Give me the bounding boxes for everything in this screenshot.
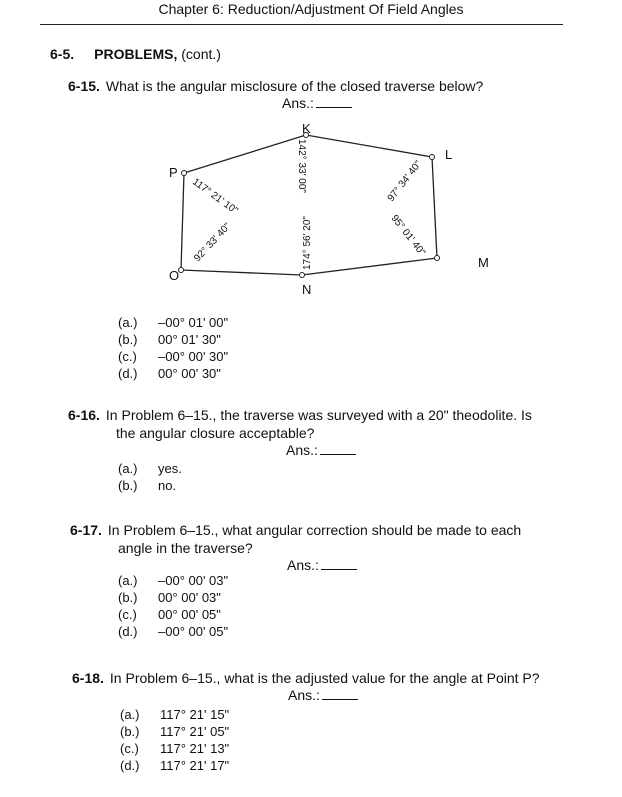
choice-value: –00° 01' 00" [158, 315, 229, 330]
choice-value: 117° 21' 17" [160, 758, 230, 773]
choice-value: 00° 00' 03" [158, 590, 221, 605]
label-L: L [445, 147, 453, 162]
problem-6-15-choices [118, 314, 228, 382]
angle-label-K: 142° 33' 00" [296, 139, 307, 193]
choice-value: 00° 00' 30" [158, 366, 221, 381]
answer-blank [320, 442, 356, 455]
choice-value: –00° 00' 05" [158, 624, 229, 639]
choice-b [118, 331, 228, 348]
choice-c [120, 740, 229, 757]
choice-label: (b.) [118, 332, 138, 347]
problem-6-17-question [70, 522, 521, 556]
choice-label: (b.) [118, 478, 138, 493]
question-text-line2: the angular closure acceptable? [116, 425, 315, 441]
question-text-line2: angle in the traverse? [118, 540, 253, 556]
choice-value: –00° 00' 30" [158, 349, 229, 364]
label-K: K [302, 121, 311, 136]
choice-label: (a.) [118, 315, 138, 330]
answer-label: Ans.: [288, 687, 320, 703]
question-text: In Problem 6–15., what is the adjusted value for the angle at Point P? [109, 670, 540, 686]
choice-value: 117° 21' 05" [160, 724, 230, 739]
label-N: N [302, 282, 312, 297]
choice-a [118, 572, 228, 589]
choice-a [118, 314, 228, 331]
problem-6-16-choices [118, 460, 182, 494]
choice-a [120, 706, 229, 723]
question-text-line1: In Problem 6–15., the traverse was surveyed with a 20" theodolite. Is [105, 407, 532, 423]
choice-label: (a.) [120, 707, 140, 722]
problem-6-16-question [68, 407, 532, 441]
angle-label-P: 117° 21' 10" [190, 176, 240, 217]
problem-number: 6-15. [68, 78, 100, 94]
angle-label-L: 97° 34' 40" [385, 158, 425, 204]
line-M-N [302, 258, 437, 275]
problem-number: 6-17. [70, 522, 102, 538]
choice-d [120, 757, 229, 774]
choice-value: –00° 00' 03" [158, 573, 229, 588]
line-L-M [432, 157, 437, 258]
choice-d [118, 365, 228, 382]
choice-label: (d.) [118, 624, 138, 639]
choice-label: (b.) [118, 590, 138, 605]
choice-label: (a.) [118, 573, 138, 588]
line-P-K [184, 135, 306, 173]
question-text: What is the angular misclosure of the closed traverse below? [105, 78, 484, 94]
station-N [300, 273, 305, 278]
chapter-header: Chapter 6: Reduction/Adjustment Of Field Angles [158, 1, 464, 17]
line-K-L [306, 135, 432, 157]
choice-label: (d.) [120, 758, 140, 773]
choice-label: (c.) [118, 607, 137, 622]
choice-label: (b.) [120, 724, 140, 739]
section-number: 6-5. [50, 46, 75, 62]
answer-label: Ans.: [282, 95, 314, 111]
choice-label: (d.) [118, 366, 138, 381]
line-O-P [181, 173, 184, 270]
choice-value: yes. [158, 461, 182, 476]
station-L [430, 155, 435, 160]
answer-label: Ans.: [286, 442, 318, 458]
choice-value: 00° 00' 05" [158, 607, 221, 622]
choice-c [118, 606, 228, 623]
label-O: O [169, 268, 180, 283]
answer-line [287, 557, 357, 573]
answer-line [286, 442, 356, 458]
choice-label: (c.) [118, 349, 137, 364]
answer-blank [321, 557, 357, 570]
problem-number: 6-16. [68, 407, 100, 423]
problem-6-18-question [72, 670, 540, 686]
choice-value: 00° 01' 30" [158, 332, 221, 347]
question-text-line1: In Problem 6–15., what angular correction should be made to each [107, 522, 522, 538]
choice-b [120, 723, 229, 740]
label-M: M [478, 255, 489, 270]
choice-label: (c.) [120, 741, 139, 756]
answer-blank [322, 687, 358, 700]
line-N-O [181, 270, 302, 275]
section-cont: (cont.) [181, 46, 221, 62]
problem-6-18-choices [120, 706, 229, 774]
angle-label-O: 92° 33' 40" [192, 221, 234, 265]
answer-label: Ans.: [287, 557, 319, 573]
station-O [179, 268, 184, 273]
station-M [435, 256, 440, 261]
choice-value: no. [158, 478, 177, 493]
answer-line [288, 687, 358, 703]
traverse-diagram [0, 0, 622, 300]
choice-b [118, 589, 228, 606]
label-P: P [169, 165, 178, 180]
angle-label-M: 95° 01' 40" [388, 213, 428, 258]
station-P [182, 171, 187, 176]
choice-c [118, 348, 228, 365]
choice-value: 117° 21' 13" [160, 741, 230, 756]
choice-value: 117° 21' 15" [160, 707, 230, 722]
angle-label-N: 174° 56' 20" [302, 216, 313, 270]
problem-6-17-choices [118, 572, 228, 640]
problem-number: 6-18. [72, 670, 104, 686]
choice-a [118, 460, 182, 477]
choice-b [118, 477, 182, 494]
section-heading: PROBLEMS, [94, 46, 178, 62]
choice-d [118, 623, 228, 640]
choice-label: (a.) [118, 461, 138, 476]
